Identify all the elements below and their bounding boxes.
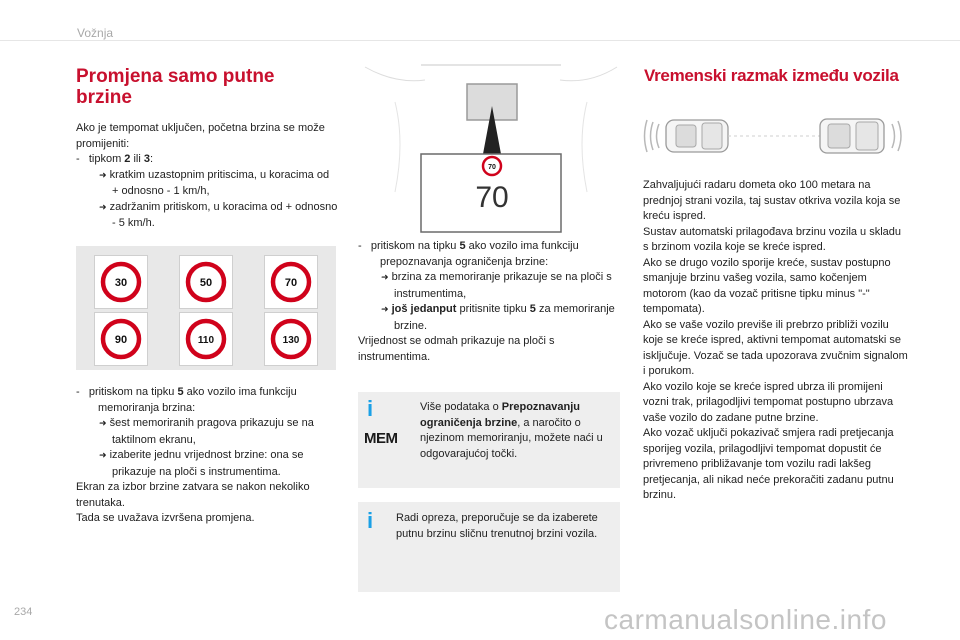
right-para-1: Zahvaljujući radaru dometa oko 100 metara na prednjoj strani vozila, taj sustav otkriva vozila koja se kreću ispred. <box>643 179 901 222</box>
middle-sub-1: ➜ brzina za memoriranje prikazuje se na ploči s instrumentima, <box>381 271 612 300</box>
speed-sign-value: 30 <box>114 277 128 289</box>
speed-sign-value: 130 <box>282 335 300 346</box>
vehicle-distance-illustration <box>642 108 912 164</box>
speed-sign-card[interactable] <box>94 255 148 309</box>
right-heading: Vremenski razmak između vozila <box>644 66 899 85</box>
right-para-3: Ako se drugo vozilo sporije kreće, sustav postupno smanjuje brzinu vašeg vozila, samo kočenjem motorom (kao da vozač pritisne tipku minus "-" tempomata). <box>643 256 891 315</box>
info-box-caution <box>358 502 620 592</box>
left-intro-block <box>76 121 338 232</box>
middle-sub-2: ➜ još jedanput pritisnite tipku 5 za memoriranje brzine. <box>381 303 615 332</box>
header-divider <box>0 40 960 41</box>
speed-sign-value: 70 <box>284 277 298 289</box>
speed-sign-value: 50 <box>199 277 213 289</box>
middle-bullet: - pritiskom na tipku 5 ako vozilo ima funkciju prepoznavanja ograničenja brzine: <box>358 240 579 268</box>
left-bullet-1: - tipkom 2 ili 3: <box>76 153 154 165</box>
arrow-bullet-icon: ➜ <box>99 451 107 461</box>
left-second-block <box>76 385 338 527</box>
arrow-bullet-icon: ➜ <box>99 170 107 181</box>
info-box-caution-text: Radi opreza, preporučuje se da izaberete putnu brzinu sličnu trenutnoj brzini vozila. <box>396 512 598 540</box>
left-sub-1: ➜ kratkim uzastopnim pritiscima, u koracima od + odnosno - 1 km/h, <box>99 168 330 197</box>
right-para-5: Ako vozilo koje se kreće ispred ubrza ili promijeni vozni trak, prilagodljivi tempomat postupno ubrzava vaše vozilo do zadane putne brzine. <box>643 380 894 424</box>
instrument-display-illustration <box>355 62 625 234</box>
left-heading: Promjena samo putne brzine <box>76 66 275 108</box>
speed-sign-card[interactable] <box>179 255 233 309</box>
info-box-mem-text: Više podataka o Prepoznavanju ograničenja brzine, a naročito o njezinom memoriranju, možete naći u odgovarajućoj točki. <box>420 401 603 460</box>
display-speed-value: 70 <box>475 181 509 214</box>
speed-sign-value: 110 <box>197 335 215 346</box>
middle-text-block <box>358 239 620 365</box>
section-label: Vožnja <box>77 26 114 40</box>
middle-para: Vrijednost se odmah prikazuje na ploči s instrumentima. <box>358 335 555 363</box>
left-para-1: Ekran za izbor brzine zatvara se nakon nekoliko trenutaka. <box>76 481 310 509</box>
arrow-bullet-icon: ➜ <box>381 273 389 283</box>
arrow-bullet-icon: ➜ <box>99 202 107 213</box>
left-intro: Ako je tempomat uključen, početna brzina se može promijeniti: <box>76 122 325 150</box>
info-box-mem <box>358 392 620 488</box>
right-para-2: Sustav automatski prilagođava brzinu vozila u skladu s brzinom vozila koje se kreće ispred. <box>643 225 902 253</box>
left-bullet-2: - pritiskom na tipku 5 ako vozilo ima funkciju memoriranja brzina: <box>76 386 297 414</box>
info-icon: i <box>367 396 374 421</box>
speed-selection-panel <box>76 246 336 370</box>
display-sign-value: 70 <box>488 164 496 171</box>
speed-sign-card[interactable] <box>264 255 318 309</box>
left-sub-3: ➜ šest memoriranih pragova prikazuju se na taktilnom ekranu, <box>99 417 314 446</box>
speed-sign-card[interactable] <box>179 312 233 366</box>
right-text-block <box>643 178 909 504</box>
watermark: carmanualsonline.info <box>604 604 887 635</box>
speed-sign-card[interactable] <box>94 312 148 366</box>
arrow-bullet-icon: ➜ <box>381 305 389 315</box>
right-para-6: Ako vozač uključi pokazivač smjera radi pretjecanja sporijeg vozila, prilagodljivi tempomat dopustit će privremeno približavanje tom vozilu radi lakšeg pretjecanja, ali nikad neće prekoračiti zadanu putnu brzinu. <box>643 427 894 501</box>
left-sub-2: ➜ zadržanim pritiskom, u koracima od + odnosno - 5 km/h. <box>99 200 338 229</box>
info-icon: i <box>367 508 374 533</box>
arrow-bullet-icon: ➜ <box>99 419 107 429</box>
speed-sign-value: 90 <box>114 334 128 346</box>
page-number: 234 <box>14 606 33 618</box>
left-para-2: Tada se uvažava izvršena promjena. <box>76 512 255 524</box>
mem-tag: MEM <box>364 430 398 447</box>
right-para-4: Ako se vaše vozilo previše ili prebrzo približi vozilu koje se kreće ispred, aktivni tempomat automatski se isključuje. Vozač se tada upozorava zvučnim signalom i porukom. <box>643 318 908 377</box>
speed-sign-card[interactable] <box>264 312 318 366</box>
left-sub-4: ➜ izaberite jednu vrijednost brzine: ona se prikazuje na ploči s instrumentima. <box>99 449 304 478</box>
